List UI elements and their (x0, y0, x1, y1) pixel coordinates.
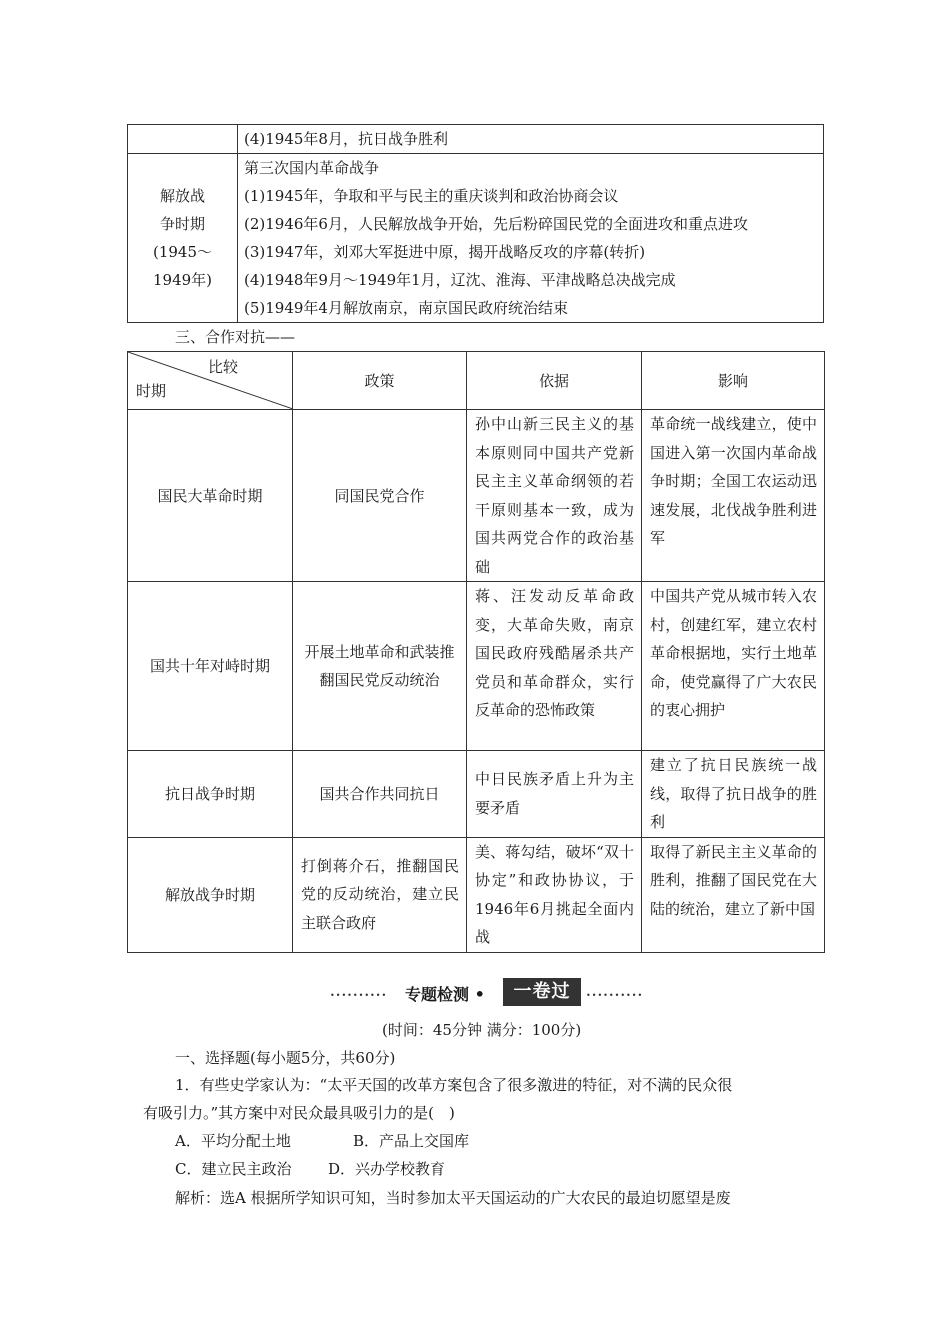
basis-cell: 孙中山新三民主义的基本原则同中国共产党新民主主义革命纲领的若干原则基本一致，成为国共两党合作的政治基础 (467, 410, 642, 582)
banner-dots-right: •••••••••• (586, 991, 644, 1000)
event-line: (4)1948年9月～1949年1月，辽沈、淮海、平津战略总决战完成 (244, 271, 676, 289)
diagonal-header-cell (128, 352, 293, 410)
period-cell: 解放战争时期 (128, 837, 293, 952)
impact-cell: 建立了抗日民族统一战线，取得了抗日战争的胜利 (642, 751, 825, 838)
policy-cell: 打倒蒋介石，推翻国民党的反动统治，建立民主联合政府 (293, 837, 467, 952)
period-cell-empty (128, 125, 238, 154)
table-row (128, 154, 824, 323)
timeline-table (127, 124, 824, 323)
events-cell (238, 125, 824, 154)
section-banner (330, 978, 644, 1008)
header-policy: 政策 (293, 352, 467, 410)
period-line: 1949年) (152, 271, 213, 289)
header-impact: 影响 (642, 352, 825, 410)
events-cell (238, 154, 824, 323)
banner-title: 专题检测 • (405, 985, 485, 1004)
basis-cell: 中日民族矛盾上升为主要矛盾 (467, 751, 642, 838)
question-text: 有吸引力。”其方案中对民众最具吸引力的是( ) (143, 1104, 455, 1122)
impact-cell: 中国共产党从城市转入农村，创建红军，建立农村革命根据地，实行土地革命，使党赢得了广大农民的衷心拥护 (642, 582, 825, 751)
event-line: (2)1946年6月，人民解放战争开始，先后粉碎国民党的全面进攻和重点进攻 (244, 215, 748, 233)
impact-cell: 取得了新民主主义革命的胜利，推翻了国民党在大陆的统治，建立了新中国 (642, 837, 825, 952)
event-line: 第三次国内革命战争 (244, 159, 380, 177)
exam-info: (时间：45分钟 满分：100分) (382, 1021, 582, 1039)
option-b: B．产品上交国库 (353, 1132, 470, 1150)
option-c: C．建立民主政治 (175, 1160, 292, 1178)
policy-cell: 国共合作共同抗日 (293, 751, 467, 838)
table-row (128, 125, 824, 154)
option-a: A．平均分配土地 (175, 1132, 291, 1150)
table-row (128, 751, 825, 838)
period-line: 解放战 (159, 187, 205, 205)
event-line: (5)1949年4月解放南京，南京国民政府统治结束 (244, 299, 568, 317)
period-cell: 国共十年对峙时期 (128, 582, 293, 751)
table-row (128, 837, 825, 952)
period-cell: 抗日战争时期 (128, 751, 293, 838)
event-line: (4)1945年8月，抗日战争胜利 (244, 130, 448, 148)
basis-cell: 蒋、汪发动反革命政变，大革命失败，南京国民政府残酷屠杀共产党员和革命群众，实行反革命的恐怖政策 (467, 582, 642, 751)
impact-cell: 革命统一战线建立，使中国进入第一次国内革命战争时期；全国工农运动迅速发展，北伐战争胜利进军 (642, 410, 825, 582)
table-header-row (128, 352, 825, 410)
policy-cell: 开展土地革命和武装推翻国民党反动统治 (293, 582, 467, 751)
banner-box: 一卷过 (503, 978, 581, 1006)
table-row (128, 410, 825, 582)
event-line: (3)1947年，刘邓大军挺进中原，揭开战略反攻的序幕(转折) (244, 243, 646, 261)
section-title: 三、合作对抗—— (175, 328, 296, 346)
section-title: 一、选择题(每小题5分，共60分) (175, 1049, 396, 1067)
event-line: (1)1945年，争取和平与民主的重庆谈判和政治协商会议 (244, 187, 619, 205)
period-cell (128, 154, 238, 323)
question-text: 1．有些史学家认为：“太平天国的改革方案包含了很多激进的特征，对不满的民众很 (175, 1076, 733, 1094)
header-basis: 依据 (467, 352, 642, 410)
option-d: D．兴办学校教育 (328, 1160, 446, 1178)
header-compare: 比较 (208, 358, 239, 376)
comparison-table (127, 351, 825, 953)
period-cell: 国民大革命时期 (128, 410, 293, 582)
analysis-text: 解析：选A 根据所学知识可知，当时参加太平天国运动的广大农民的最迫切愿望是废 (175, 1189, 731, 1207)
period-line: 争时期 (159, 215, 205, 233)
policy-cell: 同国民党合作 (293, 410, 467, 582)
basis-cell: 美、蒋勾结，破坏“双十协定”和政协协议，于1946年6月挑起全面内战 (467, 837, 642, 952)
header-period: 时期 (136, 382, 167, 400)
table-row (128, 582, 825, 751)
banner-dots-left: •••••••••• (330, 991, 388, 1000)
period-line: (1945～ (152, 243, 213, 261)
